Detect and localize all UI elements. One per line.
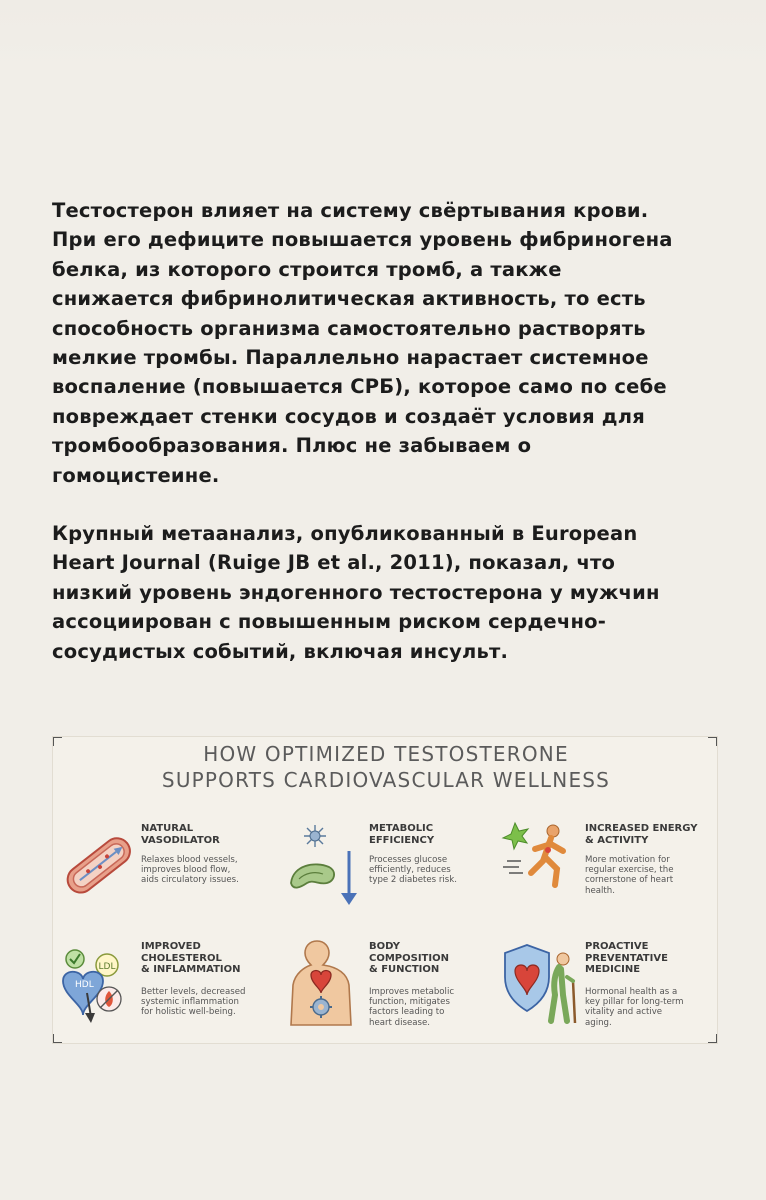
heading-line: IMPROVED [141,941,201,952]
text-line: ассоциирован с повышенным риском сердечно- [52,610,607,634]
desc-line: cornerstone of heart [585,875,674,886]
heading-line: EFFICIENCY [369,834,435,846]
text-line: воспаление (повышается СРБ), которое само по себе [52,375,667,399]
desc-line: improves blood flow, [141,865,231,876]
heading-line: & ACTIVITY [585,834,649,846]
heading-line: & FUNCTION [369,964,440,975]
title-line: HOW OPTIMIZED TESTOSTERONE [203,742,569,766]
ldl-label: LDL [98,962,116,972]
card-heading [369,823,504,846]
pancreas-glucose-icon [285,821,367,911]
text-line: мелкие тромбы. Параллельно нарастает системное [52,346,649,370]
desc-line: Improves metabolic [369,987,455,997]
desc-line: More motivation for [585,855,670,865]
desc-line: Relaxes blood vessels, [141,855,238,865]
infographic-image [52,736,718,1044]
desc-line: health. [585,885,615,896]
desc-line: heart disease. [369,1017,431,1028]
text-line: тромбообразования. Плюс не забываем о [52,434,532,458]
heading-line: VASODILATOR [141,834,220,846]
title-line: SUPPORTS CARDIOVASCULAR WELLNESS [161,768,611,792]
infographic-title [53,741,718,793]
card-cholesterol-inflammation [57,937,272,1041]
desc-line: aids circulatory issues. [141,875,239,886]
card-heading [585,823,718,846]
body-heart-icon [285,937,367,1027]
text-line: При его дефиците повышается уровень фибриногена [52,228,673,252]
article-text [52,196,722,666]
text-line: повреждает стенки сосудов и создаёт условия для [52,404,645,428]
blood-vessel-icon [57,821,139,911]
card-increased-energy [501,821,716,925]
heading-line: METABOLIC [369,823,434,834]
text-line: низкий уровень эндогенного тестостерона у мужчин [52,580,660,604]
card-description [369,987,497,1028]
text-line: способность организма самостоятельно растворять [52,316,646,340]
heading-line: INCREASED ENERGY [585,823,698,834]
heading-line: PREVENTATIVE [585,952,668,964]
top-band [0,0,766,70]
text-line: гомоцистеине. [52,463,220,487]
card-description [141,855,269,886]
desc-line: regular exercise, the [585,865,674,876]
heading-line: & INFLAMMATION [141,964,241,975]
text-line: Тестостерон влияет на систему свёртывания крови. [52,199,649,222]
desc-line: efficiently, reduces [369,865,451,876]
running-man-icon [501,821,583,911]
card-body-composition [285,937,500,1041]
heading-line: CHOLESTEROL [141,952,222,964]
text-line: Heart Journal (Ruige JB et al., 2011), показал, что [52,551,616,575]
desc-line: for holistic well-being. [141,1007,236,1018]
card-metabolic-efficiency [285,821,500,925]
cholesterol-heart-icon [57,937,139,1027]
desc-line: Better levels, decreased [141,987,246,997]
card-preventative-medicine [501,937,716,1041]
card-description [585,987,713,1028]
heading-line: MEDICINE [585,964,641,975]
text-line: сосудистых событий, включая инсульт. [52,639,509,663]
heading-line: BODY [369,941,400,952]
desc-line: key pillar for long-term [585,997,684,1008]
desc-line: Processes glucose [369,855,448,865]
desc-line: systemic inflammation [141,997,239,1008]
desc-line: function, mitigates [369,997,450,1008]
text-line: белка, из которого строится тромб, а также [52,257,562,281]
card-heading [369,941,504,976]
paragraph-1 [52,196,722,490]
desc-line: aging. [585,1017,612,1028]
shield-heart-elder-icon [501,937,583,1027]
paragraph-2 [52,519,722,666]
heading-line: NATURAL [141,823,194,834]
desc-line: Hormonal health as a [585,987,678,997]
card-heading [585,941,718,976]
text-line: Крупный метаанализ, опубликованный в European [52,522,638,546]
card-description [141,987,269,1018]
desc-line: vitality and active [585,1007,663,1018]
card-heading [141,823,276,846]
card-description [369,855,497,886]
heading-line: PROACTIVE [585,941,649,952]
text-line: снижается фибринолитическая активность, то есть [52,287,646,311]
hdl-label: HDL [75,980,94,990]
heading-line: COMPOSITION [369,952,449,964]
card-description [585,855,713,896]
card-heading [141,941,276,976]
card-natural-vasodilator [57,821,272,925]
desc-line: type 2 diabetes risk. [369,875,457,886]
desc-line: factors leading to [369,1007,445,1018]
